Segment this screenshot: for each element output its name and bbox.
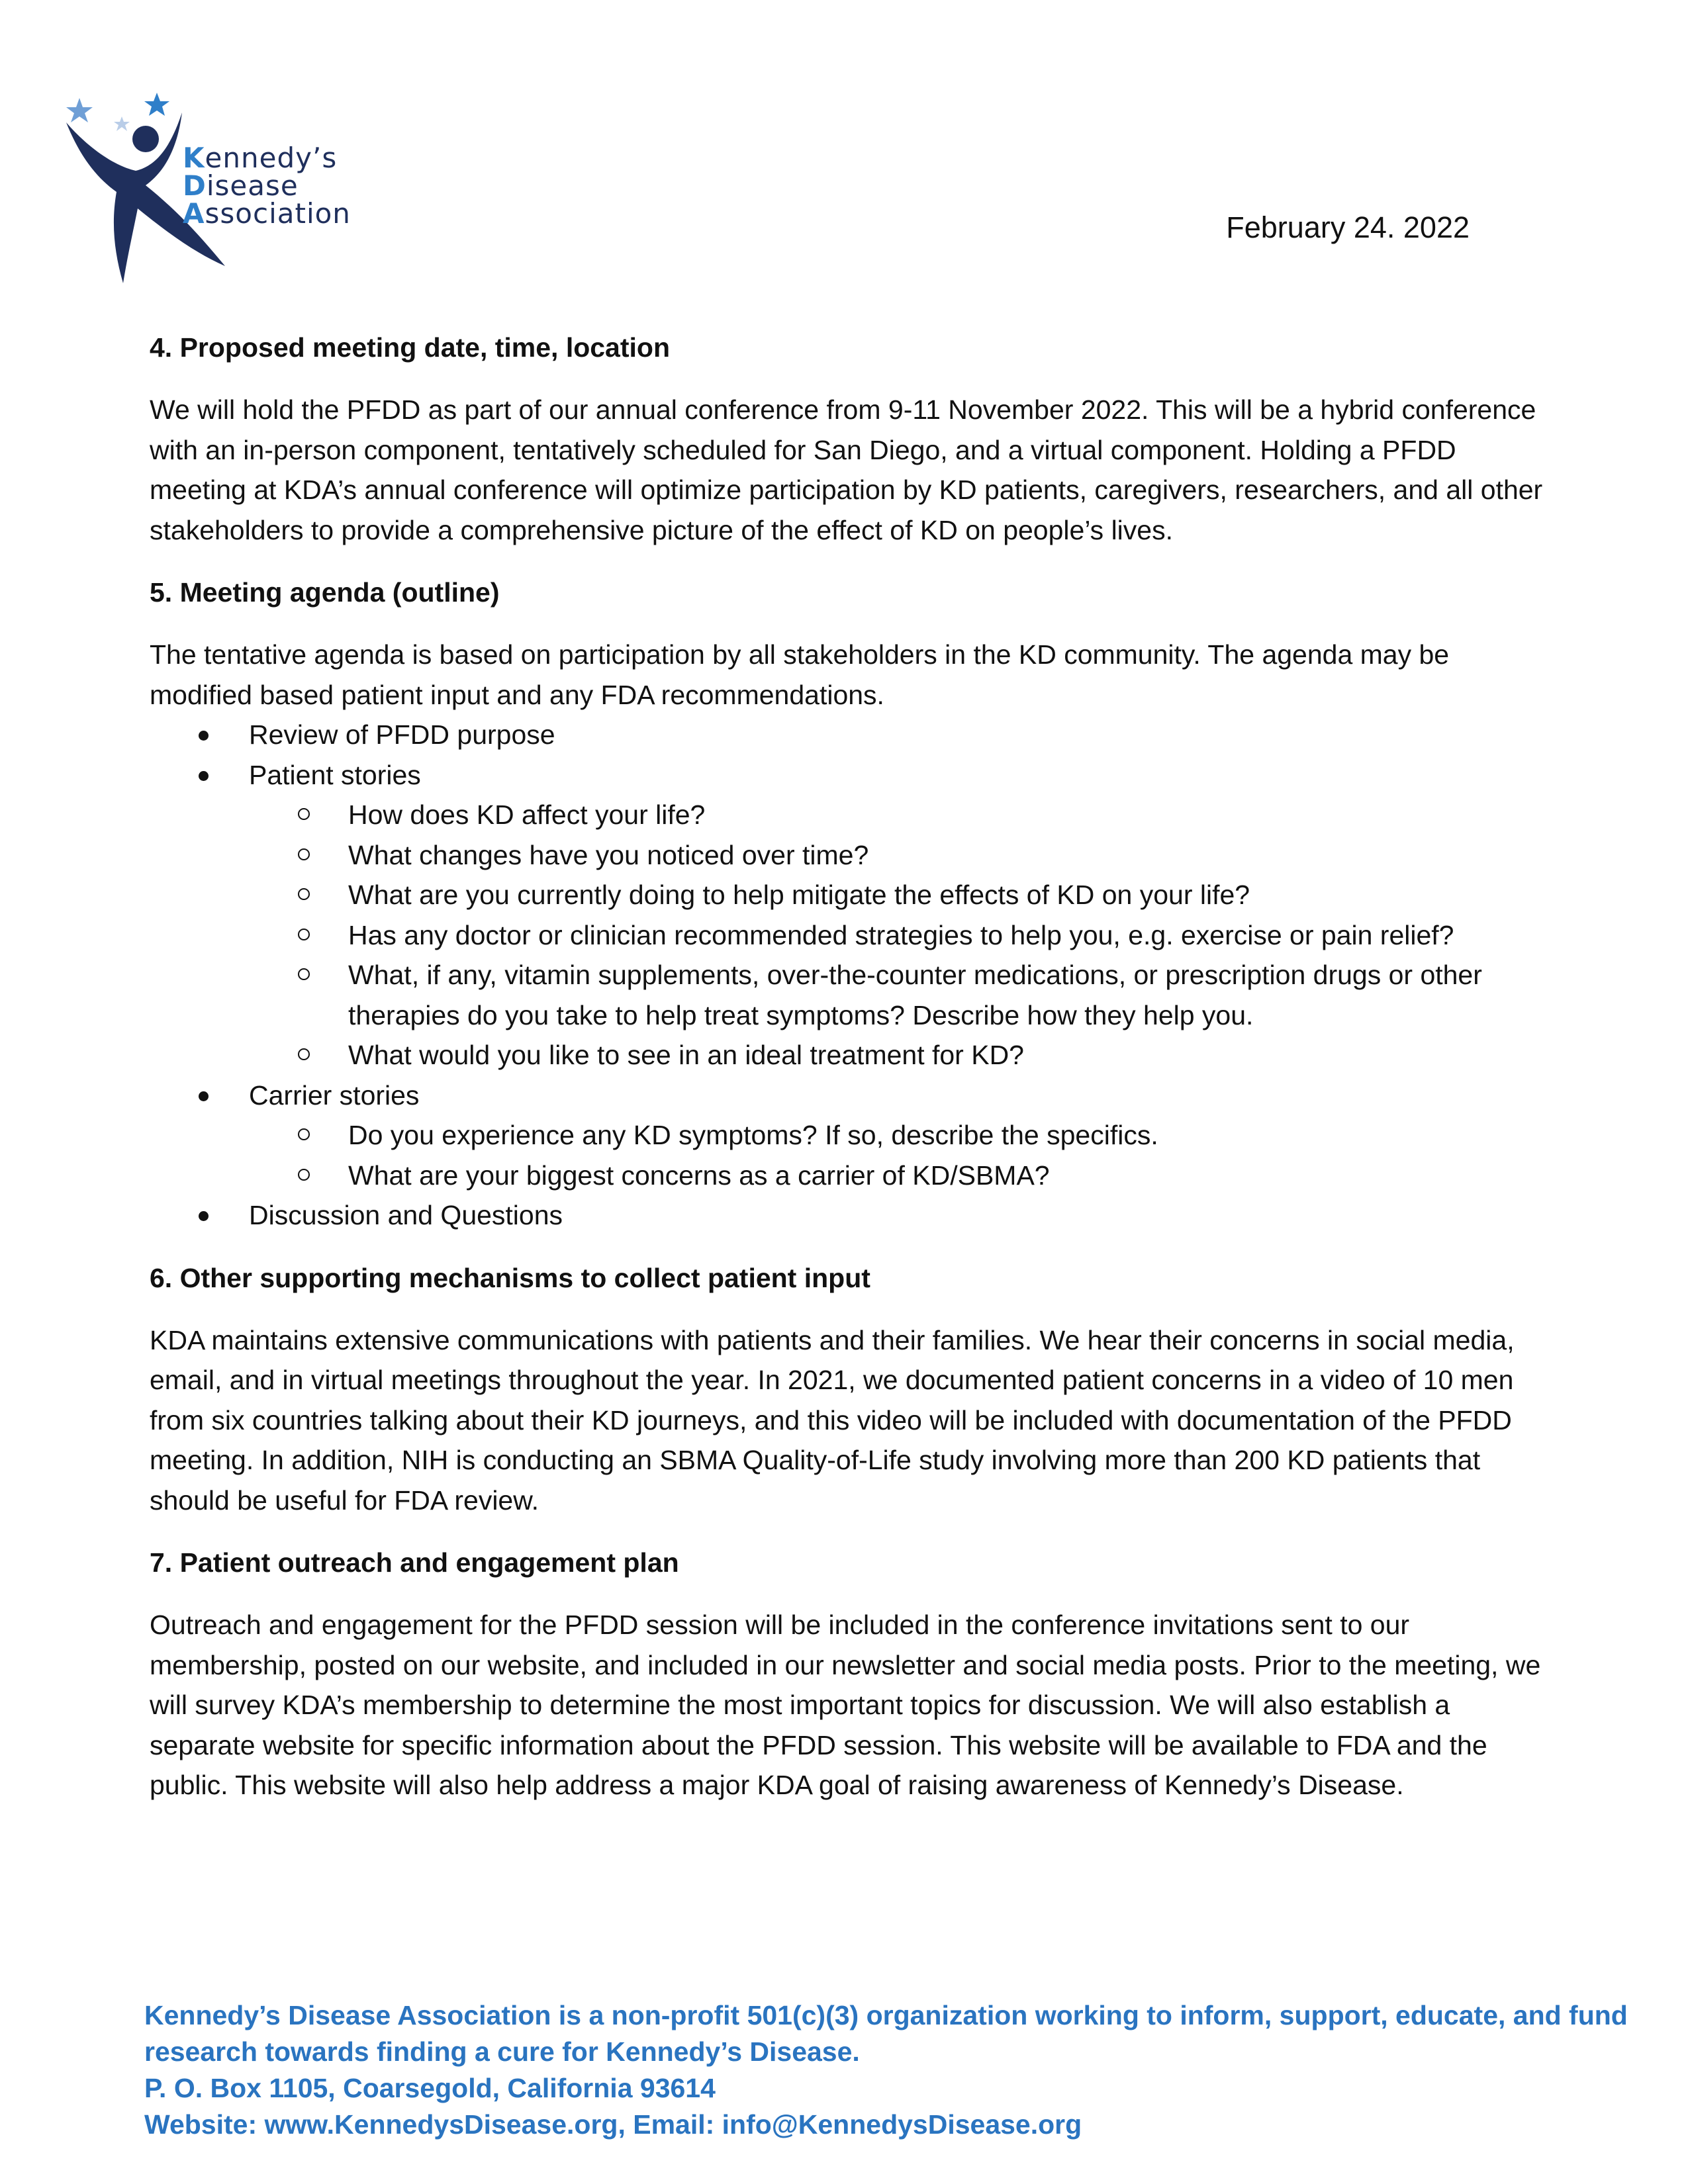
circle-bullet-icon <box>298 968 310 980</box>
section-6-paragraph: KDA maintains extensive communications with patients and their families. We hear their concerns in social media, email, and in virtual meetings throughout the year. In 2021, we documented patient concerns in a video of 10 men from six countries talking about their KD journeys, and this video will be included with documentation of the PFDD meeting. In addition, NIH is conducting an SBMA Quality-of-Life study involving more than 200 KD patients that should be useful for FDA review. <box>150 1324 1515 1516</box>
star-icon <box>66 98 93 122</box>
agenda-item-review: Review of PFDD purpose <box>249 719 555 750</box>
list-item <box>150 1195 1546 1236</box>
patient-question-4: Has any doctor or clinician recommended strategies to help you, e.g. exercise or pain relief? <box>348 919 1454 950</box>
circle-bullet-icon <box>298 929 310 940</box>
circle-bullet-icon <box>298 808 310 820</box>
section-5-paragraph: The tentative agenda is based on participation by all stakeholders in the KD community. The agenda may be modified based patient input and any FDA recommendations. <box>150 639 1450 710</box>
bullet-icon <box>199 771 209 781</box>
circle-bullet-icon <box>298 1128 310 1140</box>
patient-question-1: How does KD affect your life? <box>348 799 706 830</box>
agenda-list <box>150 715 1546 1236</box>
letterhead-footer <box>144 1997 1628 2143</box>
list-item <box>150 795 1546 835</box>
patient-question-5: What, if any, vitamin supplements, over-the-counter medications, or prescription drugs or other therapies do you take to help treat symptoms? Describe how they help you. <box>348 960 1482 1030</box>
wordmark-cap-d: D <box>183 169 207 202</box>
star-icon <box>144 93 169 116</box>
agenda-item-patient-stories: Patient stories <box>249 759 421 790</box>
footer-mission-line-1: Kennedy’s Disease Association is a non-profit 501(c)(3) organization working to inform, support, educate, and fund <box>144 2000 1628 2030</box>
section-4-paragraph: We will hold the PFDD as part of our annual conference from 9-11 November 2022. This will be a hybrid conference with an in-person component, tentatively scheduled for San Diego, and a virtual component. Holding a PFDD meeting at KDA’s annual conference will optimize participation by KD patients, caregivers, researchers, and all other stakeholders to provide a comprehensive picture of the effect of KD on people’s lives. <box>150 394 1543 545</box>
section-4-heading: 4. Proposed meeting date, time, location <box>150 332 670 363</box>
kda-wordmark <box>183 144 351 228</box>
wordmark-line1: ennedy’s <box>205 142 338 174</box>
circle-bullet-icon <box>298 1169 310 1181</box>
carrier-question-1: Do you experience any KD symptoms? If so, describe the specifics. <box>348 1120 1158 1150</box>
list-item <box>150 875 1546 915</box>
wordmark-line3: ssociation <box>205 197 351 230</box>
wordmark-cap-a: A <box>183 197 205 230</box>
patient-question-2: What changes have you noticed over time? <box>348 839 869 870</box>
list-item <box>150 1075 1546 1116</box>
list-item <box>150 835 1546 876</box>
list-item <box>150 955 1546 1035</box>
agenda-item-carrier-stories: Carrier stories <box>249 1079 420 1111</box>
circle-bullet-icon <box>298 848 310 860</box>
wordmark-cap-k: K <box>183 142 205 174</box>
list-item <box>150 1156 1546 1196</box>
patient-question-6: What would you like to see in an ideal treatment for KD? <box>348 1040 1024 1070</box>
star-icon <box>114 116 130 131</box>
agenda-item-discussion: Discussion and Questions <box>249 1200 563 1230</box>
carrier-question-2: What are your biggest concerns as a carrier of KD/SBMA? <box>348 1160 1050 1191</box>
wordmark-line2: isease <box>206 169 299 202</box>
list-item <box>150 1115 1546 1156</box>
footer-mission-line-2: research towards finding a cure for Kennedy’s Disease. <box>144 2036 860 2067</box>
document-body <box>150 328 1546 1828</box>
circle-bullet-icon <box>298 1048 310 1060</box>
footer-contact: Website: www.KennedysDisease.org, Email: info@KennedysDisease.org <box>144 2109 1082 2140</box>
list-item <box>150 915 1546 956</box>
letter-date: February 24. 2022 <box>1226 210 1470 244</box>
bullet-icon <box>199 1211 209 1221</box>
section-7-paragraph: Outreach and engagement for the PFDD session will be included in the conference invitations sent to our membership, posted on our website, and included in our newsletter and social media posts. Prior to the meeting, we will survey KDA’s membership to determine the most important topics for discussion. We will also establish a separate website for specific information about the PFDD session. This website will be available to FDA and the public. This website will also help address a major KDA goal of raising awareness of Kennedy’s Disease. <box>150 1610 1541 1800</box>
bullet-icon <box>199 1091 209 1101</box>
list-item <box>150 1035 1546 1075</box>
patient-question-3: What are you currently doing to help mitigate the effects of KD on your life? <box>348 880 1250 910</box>
list-item <box>150 715 1546 755</box>
section-5-heading: 5. Meeting agenda (outline) <box>150 577 500 608</box>
list-item <box>150 755 1546 796</box>
bullet-icon <box>199 731 209 741</box>
section-6-heading: 6. Other supporting mechanisms to collect patient input <box>150 1262 870 1293</box>
circle-bullet-icon <box>298 888 310 900</box>
footer-address: P. O. Box 1105, Coarsegold, California 93614 <box>144 2073 716 2103</box>
section-7-heading: 7. Patient outreach and engagement plan <box>150 1547 679 1578</box>
